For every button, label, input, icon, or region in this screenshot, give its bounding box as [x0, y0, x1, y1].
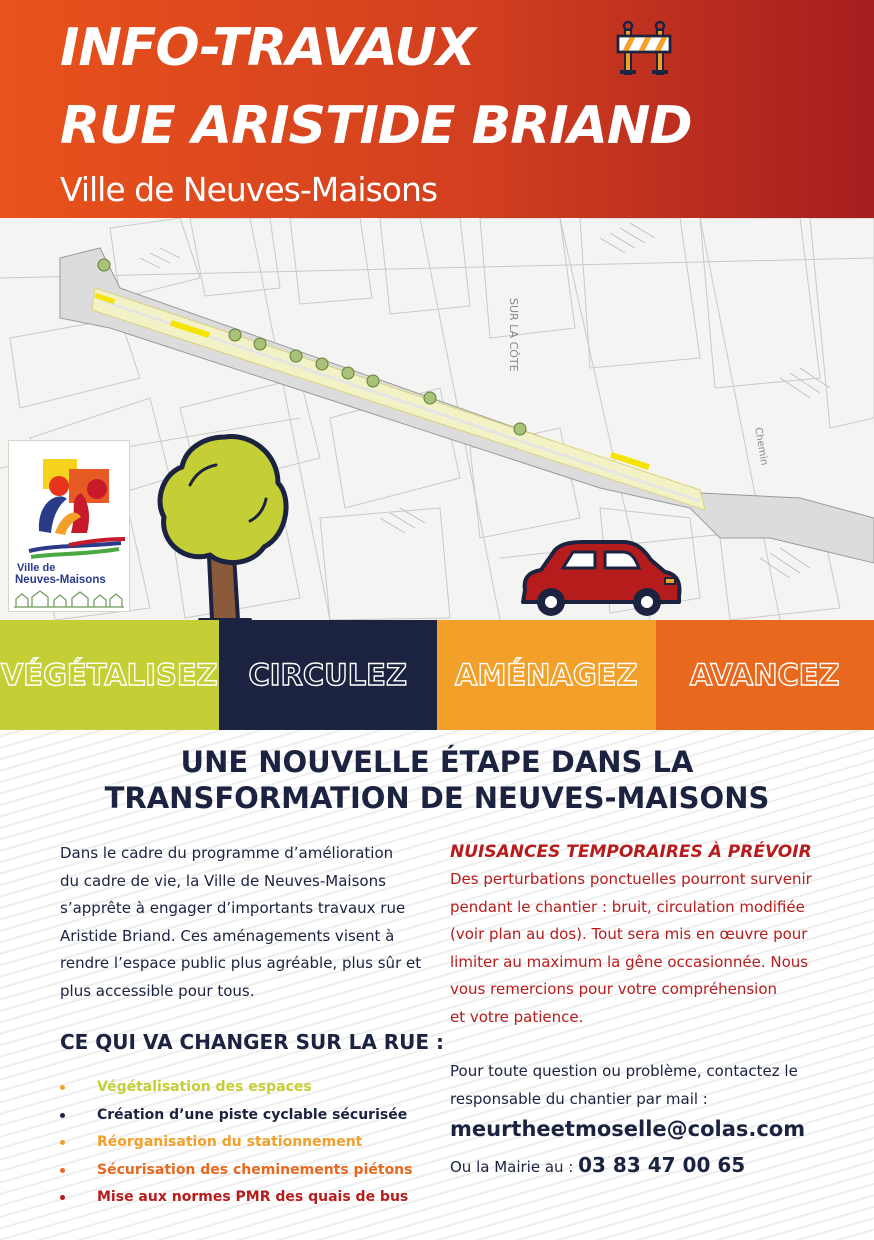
list-item [60, 1184, 413, 1212]
town-logo-graphic [9, 441, 129, 561]
street-label-1: SUR LA CÔTE [507, 298, 520, 372]
nuisances-line: (voir plan au dos). Tout sera mis en œuvre pour [450, 925, 808, 943]
list-item [60, 1102, 413, 1130]
houses-icon [14, 589, 124, 609]
subtitle: Ville de Neuves-Maisons [60, 170, 438, 209]
logo-text-line1: Ville de [17, 562, 56, 574]
nuisances-line: limiter au maximum la gêne occasionnée. Nous [450, 952, 809, 971]
contact-line1: Pour toute question ou problème, contactez le [450, 1062, 798, 1080]
list-item [60, 1129, 413, 1157]
title-line-1: INFO-TRAVAUX [60, 18, 475, 78]
contact-paragraph [450, 1058, 798, 1113]
main-title-line1: UNE NOUVELLE ÉTAPE DANS LA [180, 745, 694, 779]
main-title [0, 744, 874, 816]
intro-paragraph [60, 840, 421, 1005]
list-item-text: Sécurisation des cheminements piétons [97, 1161, 413, 1178]
band-label-avancez: AVANCEZ [689, 658, 840, 692]
nuisances-paragraph [450, 866, 812, 1031]
list-item-text: Réorganisation du stationnement [97, 1134, 363, 1150]
band-label-amenagez: AMÉNAGEZ [455, 658, 638, 692]
nuisances-line: vous remercions pour votre compréhension [450, 980, 778, 998]
intro-line: rendre l’espace public plus agréable, plus sûr et [60, 954, 422, 972]
nuisances-line: Des perturbations ponctuelles pourront survenir [450, 870, 812, 888]
list-item-text: Mise aux normes PMR des quais de bus [97, 1189, 409, 1205]
band-avancez [656, 620, 874, 730]
list-item [60, 1157, 413, 1185]
phone-line [450, 1153, 745, 1177]
main-title-line2: TRANSFORMATION DE NEUVES-MAISONS [104, 781, 770, 815]
contact-email-link[interactable]: meurtheetmoselle@colas.com [450, 1117, 806, 1141]
car-icon [515, 540, 685, 620]
intro-line: plus accessible pour tous. [60, 981, 255, 1000]
tree-icon [150, 425, 300, 625]
nuisances-line: pendant le chantier : bruit, circulation modifiée [450, 897, 805, 916]
street-plan-map [0, 218, 874, 620]
intro-line: Aristide Briand. Ces aménagements visent à [60, 926, 395, 945]
intro-line: Dans le cadre du programme d’amélioration [60, 844, 394, 862]
bullet-dot [60, 1113, 65, 1118]
phone-prefix: Ou la Mairie au : [450, 1158, 579, 1176]
town-logo [8, 440, 130, 612]
bullet-dot [60, 1140, 65, 1145]
band-circulez [219, 620, 438, 730]
intro-line: du cadre de vie, la Ville de Neuves-Maisons [60, 871, 386, 890]
band-label-circulez: CIRCULEZ [248, 658, 408, 692]
bullet-dot [60, 1168, 65, 1173]
contact-line2: responsable du chantier par mail : [450, 1089, 708, 1108]
list-item-text: Végétalisation des espaces [97, 1079, 312, 1095]
list-item-text: Création d’une piste cyclable sécurisée [97, 1106, 408, 1123]
logo-text-line2: Neuves-Maisons [15, 574, 106, 586]
changes-list [60, 1074, 413, 1212]
band-amenagez [437, 620, 656, 730]
street-label-2: Chemin [752, 426, 770, 467]
nuisances-line: et votre patience. [450, 1007, 584, 1026]
list-item [60, 1074, 413, 1102]
street-plan-drawing [0, 218, 874, 620]
changes-heading: CE QUI VA CHANGER SUR LA RUE : [60, 1030, 445, 1054]
bullet-dot [60, 1195, 65, 1200]
band-vegetalisez [0, 620, 219, 730]
header-banner [0, 0, 874, 218]
phone-number[interactable]: 03 83 47 00 65 [578, 1153, 746, 1177]
road-barrier-icon [616, 20, 672, 76]
intro-line: s’apprête à engager d’importants travaux rue [60, 899, 406, 917]
bullet-dot [60, 1085, 65, 1090]
title-line-2: RUE ARISTIDE BRIAND [60, 96, 692, 156]
nuisances-heading: NUISANCES TEMPORAIRES À PRÉVOIR [450, 842, 812, 862]
band-label-vegetalisez: VÉGÉTALISEZ [0, 658, 218, 692]
